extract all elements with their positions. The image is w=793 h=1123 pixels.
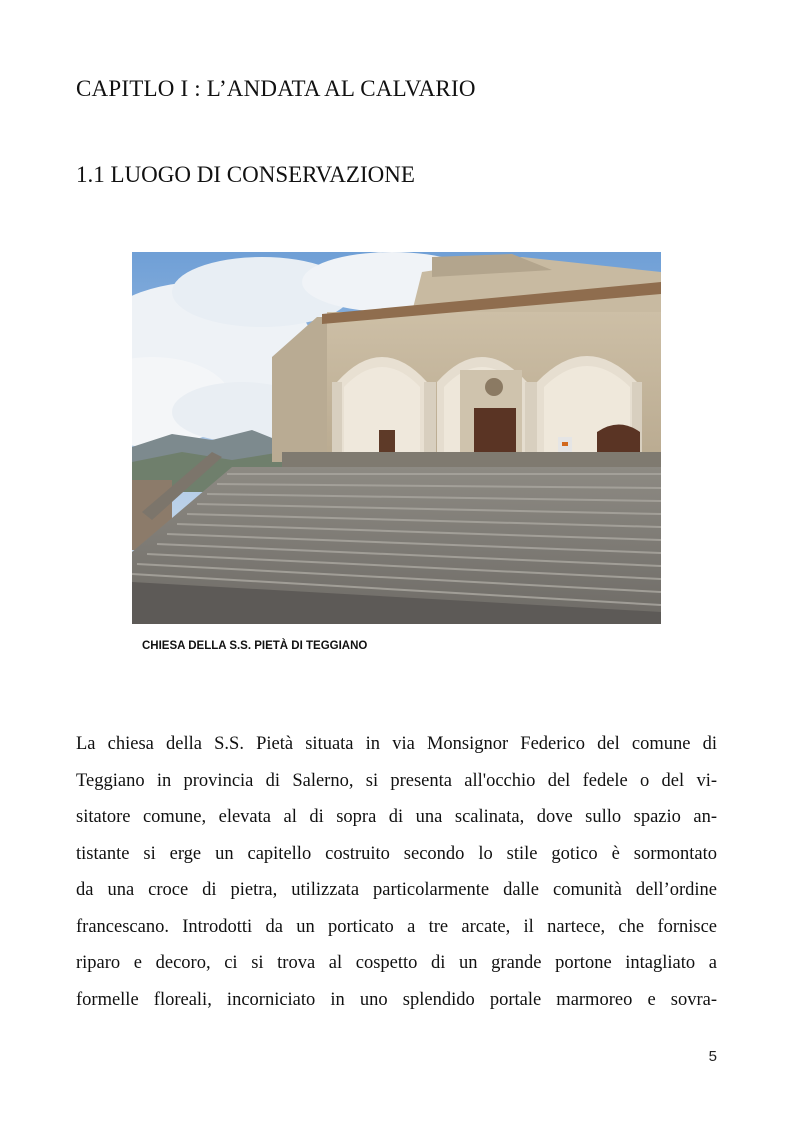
figure-caption: CHIESA DELLA S.S. PIETÀ DI TEGGIANO	[142, 640, 368, 652]
church-photo	[132, 252, 661, 624]
paragraph-line: francescano. Introdotti da un porticato a tre arcate, il nartece, che fornisce	[76, 916, 717, 937]
paragraph-line: La chiesa della S.S. Pietà situata in via Monsignor Federico del comune di	[76, 734, 717, 754]
paragraph-line: Teggiano in provincia di Salerno, si presenta all'occhio del fedele o del vi-	[76, 770, 717, 791]
paragraph-line: da una croce di pietra, utilizzata particolarmente dalle comunità dell’ordine	[76, 880, 717, 900]
church-facade-illustration	[132, 252, 661, 624]
paragraph-line: formelle floreali, incorniciato in uno splendido portale marmoreo e sovra-	[76, 989, 717, 1010]
section-title: 1.1 LUOGO DI CONSERVAZIONE	[76, 162, 415, 187]
chapter-title: CAPITLO I : L’ANDATA AL CALVARIO	[76, 76, 476, 101]
paragraph-line: sitatore comune, elevata al di sopra di una scalinata, dove sullo spazio an-	[76, 807, 717, 827]
paragraph-line: tistante si erge un capitello costruito secondo lo stile gotico è sormontato	[76, 843, 717, 864]
paragraph-line: riparo e decoro, ci si trova al cospetto di un grande portone intagliato a	[76, 953, 717, 973]
page-number: 5	[708, 1048, 717, 1065]
body-paragraph	[76, 730, 717, 1022]
